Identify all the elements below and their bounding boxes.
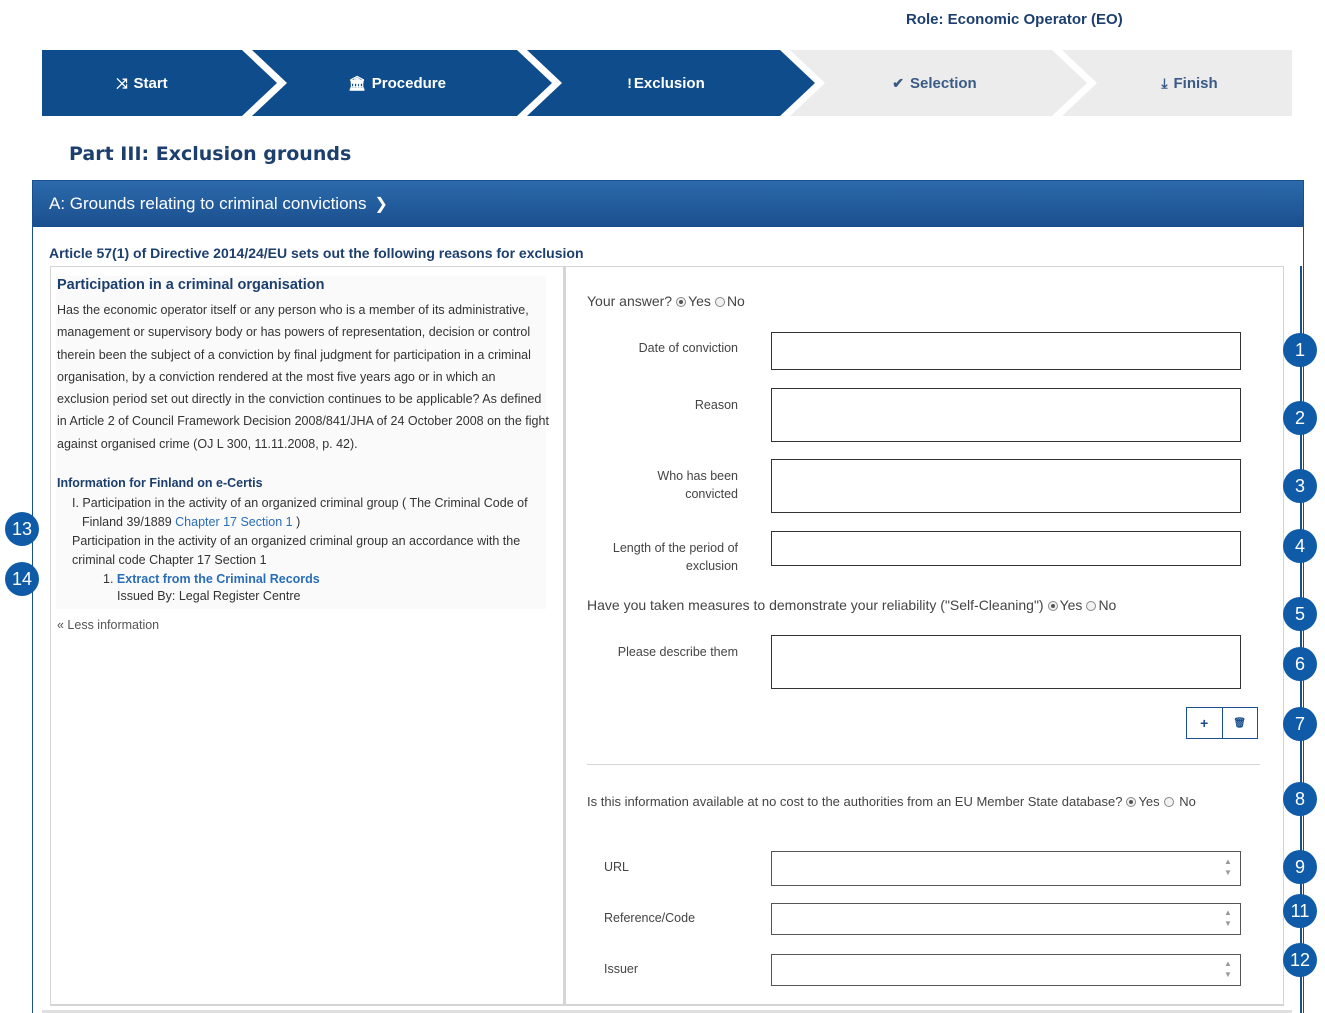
step-procedure[interactable]: [277, 50, 517, 116]
callout-badge-11: 11: [1283, 894, 1317, 928]
panel-header[interactable]: [33, 181, 1303, 227]
ecertis-item: [72, 494, 544, 532]
spinner-icon[interactable]: ▲ ▼: [1224, 908, 1232, 928]
url-input[interactable]: [771, 851, 1241, 886]
issuer-input[interactable]: [771, 954, 1241, 986]
date-label: Date of conviction: [638, 341, 738, 355]
callout-badge-7: 7: [1283, 707, 1317, 741]
step-exclusion[interactable]: [552, 50, 780, 116]
answer-no-label: No: [726, 293, 745, 309]
ecertis-item-text: I. Participation in the activity of an organized criminal group ( The Criminal Code of Finland 39/1889: [72, 496, 528, 529]
panel-title: A: Grounds relating to criminal convictions: [49, 194, 367, 213]
exclamation-icon: !: [627, 75, 632, 91]
step-start-label: Start: [133, 74, 168, 92]
less-information-link[interactable]: « Less information: [57, 618, 160, 632]
step-start[interactable]: [42, 50, 242, 116]
delete-button[interactable]: [1222, 708, 1258, 738]
self-cleaning-yes-radio[interactable]: [1048, 601, 1058, 611]
spinner-icon[interactable]: ▲ ▼: [1224, 857, 1232, 877]
callout-badge-1: 1: [1283, 333, 1317, 367]
step-procedure-label: Procedure: [371, 74, 446, 92]
check-circle-icon: ✔: [892, 74, 905, 91]
callout-badge-9: 9: [1283, 850, 1317, 884]
issuer-label: Issuer: [604, 962, 639, 976]
criterion-title: Participation in a criminal organisation: [57, 277, 325, 293]
length-label: Length of the period of exclusion: [612, 541, 738, 573]
issued-by: Issued By: Legal Register Centre: [117, 589, 301, 603]
step-selection[interactable]: [817, 50, 1052, 116]
criminal-records-link[interactable]: Extract from the Criminal Records: [116, 572, 320, 586]
chapter-link[interactable]: Chapter 17 Section 1: [175, 515, 293, 529]
database-no-label: No: [1179, 794, 1196, 809]
date-of-conviction-input[interactable]: [771, 332, 1241, 370]
callout-badge-2: 2: [1283, 401, 1317, 435]
answer-no-radio[interactable]: [715, 297, 725, 307]
callout-badge-3: 3: [1283, 469, 1317, 503]
answer-yes-label: Yes: [688, 293, 711, 309]
add-button[interactable]: +: [1200, 715, 1209, 731]
ecertis-item-description: Participation in the activity of an organized criminal group an accordance with the criminal code Chapter 17 Section 1: [72, 534, 521, 567]
self-cleaning-label: Have you taken measures to demonstrate your reliability ("Self-Cleaning"): [587, 597, 1044, 613]
your-answer-label: Your answer?: [587, 293, 673, 309]
wizard-steps: [42, 50, 1292, 116]
bank-icon: 🏛: [348, 74, 366, 91]
criterion-description: Has the economic operator itself or any person who is a member of its administrative, management or supervisory body or has powers of representation, decision or control therein been the subject of a conviction by final judgment for participation in a criminal organisation, by a conviction rendered at the most five years ago or in which an exclusion period set out directly in the conviction continues to be applicable? As defined in Article 2 of Council Framework Decision 2008/841/JHA of 24 October 2008 on the fight against organised crime (OJ L 300, 11.11.2008, p. 42).: [57, 303, 549, 451]
spinner-icon[interactable]: ▲ ▼: [1224, 959, 1232, 979]
callout-badge-8: 8: [1283, 782, 1317, 816]
database-no-radio[interactable]: [1164, 797, 1174, 807]
step-finish-label: Finish: [1173, 74, 1218, 92]
length-of-exclusion-input[interactable]: [771, 531, 1241, 566]
shuffle-icon: ⤨: [116, 74, 128, 91]
self-cleaning-question: [587, 597, 1116, 613]
evidence-item: [103, 570, 320, 589]
chevron-down-icon[interactable]: ❯: [374, 196, 388, 213]
callout-badge-5: 5: [1283, 597, 1317, 631]
divider: [587, 764, 1260, 765]
self-cleaning-no-radio[interactable]: [1086, 601, 1096, 611]
ecertis-info-title: Information for Finland on e-Certis: [57, 476, 263, 490]
who-convicted-label: Who has been convicted: [657, 469, 738, 501]
reason-label: Reason: [694, 398, 738, 412]
describe-label: Please describe them: [617, 645, 738, 659]
describe-measures-textarea[interactable]: [771, 635, 1241, 689]
download-icon: ⤓: [1161, 74, 1168, 91]
step-exclusion-label: Exclusion: [633, 74, 705, 92]
your-answer-question: [587, 293, 745, 309]
ecertis-item-suffix: ): [292, 515, 301, 529]
database-question: [587, 791, 1267, 813]
answer-yes-radio[interactable]: [676, 297, 686, 307]
database-question-label: Is this information available at no cost to the authorities from an EU Member State database?: [587, 794, 1123, 809]
divider: [50, 1004, 1284, 1006]
who-convicted-textarea[interactable]: [771, 459, 1241, 513]
url-label: URL: [604, 860, 630, 874]
database-yes-radio[interactable]: [1126, 797, 1136, 807]
database-yes-label: Yes: [1138, 794, 1160, 809]
reference-code-label: Reference/Code: [604, 911, 696, 925]
callout-badge-6: 6: [1283, 647, 1317, 681]
step-selection-label: Selection: [910, 74, 977, 92]
callout-badge-13: 13: [5, 512, 39, 546]
page-title: Part III: Exclusion grounds: [69, 143, 352, 165]
step-finish[interactable]: [1087, 50, 1292, 116]
callout-badge-12: 12: [1283, 943, 1317, 977]
callout-badge-4: 4: [1283, 529, 1317, 563]
trash-icon: 🗑: [1233, 717, 1247, 729]
callout-badge-14: 14: [5, 562, 39, 596]
self-cleaning-no-label: No: [1098, 597, 1117, 613]
reference-code-input[interactable]: [771, 903, 1241, 935]
article-heading: Article 57(1) of Directive 2014/24/EU sets out the following reasons for exclusion: [49, 245, 584, 261]
row-actions: [1186, 707, 1258, 739]
self-cleaning-yes-label: Yes: [1059, 597, 1083, 613]
role-label: Role: Economic Operator (EO): [906, 11, 1123, 28]
evidence-number: 1.: [103, 572, 114, 586]
reason-textarea[interactable]: [771, 388, 1241, 442]
